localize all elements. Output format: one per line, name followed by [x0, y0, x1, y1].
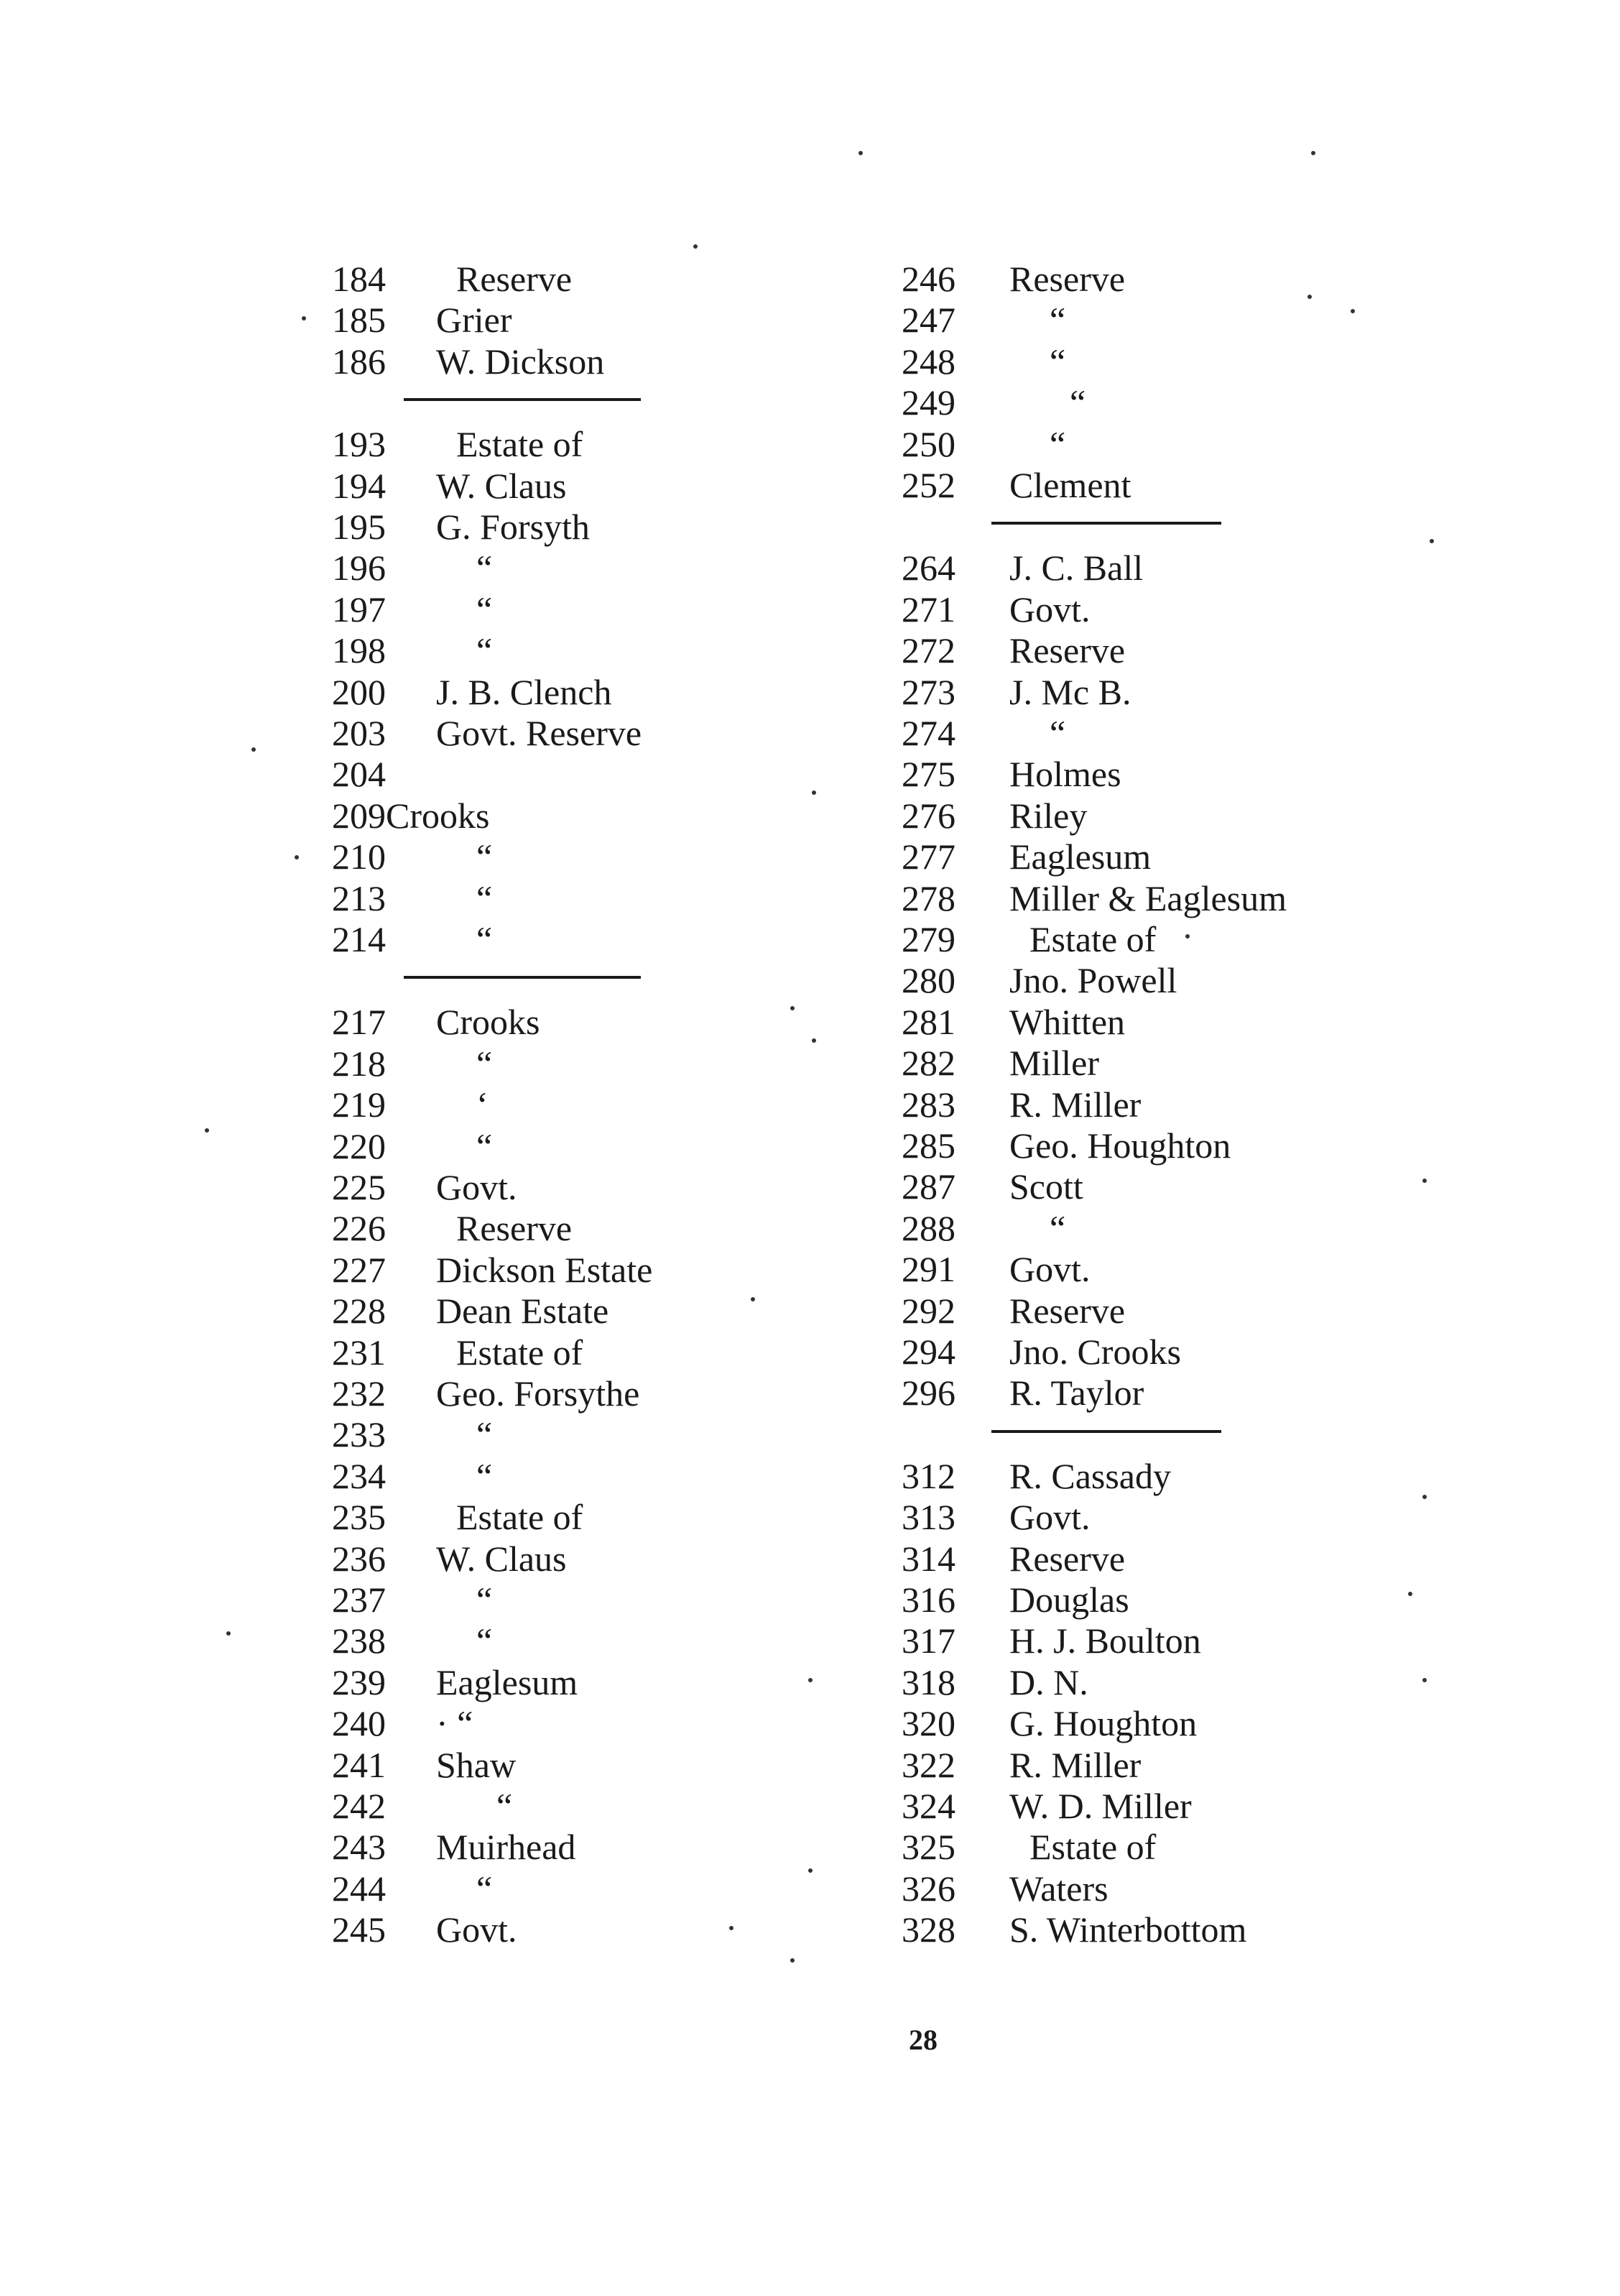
- lot-row: [332, 836, 835, 877]
- lot-row: [902, 1745, 1361, 1785]
- lot-row: [902, 878, 1361, 918]
- lot-number: 196: [332, 548, 386, 589]
- owner-name: W. D. Miller: [1009, 1786, 1192, 1826]
- lot-row: [332, 1126, 835, 1166]
- lot-number: 273: [902, 671, 955, 712]
- lot-number: 245: [332, 1909, 386, 1950]
- lot-row: [332, 1208, 835, 1248]
- lot-row: [332, 1414, 835, 1454]
- owner-name: Reserve: [1009, 1538, 1126, 1579]
- speck: [302, 316, 306, 321]
- owner-name: “: [476, 1620, 493, 1661]
- lot-row: [902, 1827, 1361, 1867]
- speck: [1185, 934, 1190, 939]
- owner-name: “: [1050, 300, 1066, 341]
- speck: [1351, 309, 1355, 313]
- lot-row: [332, 341, 835, 382]
- lot-number: 250: [902, 423, 955, 464]
- speck: [693, 244, 698, 249]
- lot-row: [332, 672, 835, 712]
- lot-number: 184: [332, 259, 386, 299]
- owner-name: J. B. Clench: [436, 671, 612, 712]
- lot-number: 281: [902, 1001, 955, 1042]
- speck: [226, 1631, 231, 1636]
- lot-number: 228: [332, 1291, 386, 1332]
- lot-row: [902, 1043, 1361, 1083]
- lot-number: 314: [902, 1538, 955, 1579]
- owner-name: “: [476, 630, 493, 671]
- lot-row: [332, 1786, 835, 1826]
- lot-number: 264: [902, 548, 955, 589]
- lot-number: 280: [902, 960, 955, 1001]
- lot-row: [902, 1291, 1361, 1331]
- lot-number: 277: [902, 836, 955, 877]
- section-rule: [404, 976, 641, 979]
- section-rule: [991, 522, 1221, 525]
- lot-number: 235: [332, 1497, 386, 1538]
- owner-name: Clement: [1009, 465, 1131, 505]
- owner-name: “: [476, 548, 493, 589]
- lot-number: 204: [332, 754, 386, 795]
- owner-name: Govt.: [1009, 1497, 1091, 1538]
- lot-row: [332, 548, 835, 588]
- lot-row: [332, 796, 835, 836]
- lot-number: 313: [902, 1497, 955, 1538]
- section-rule: [404, 398, 641, 401]
- lot-row: [332, 1909, 835, 1950]
- lot-number: 219: [332, 1084, 386, 1125]
- lot-number: 227: [332, 1249, 386, 1290]
- owner-name: Geo. Forsythe: [436, 1373, 640, 1414]
- owner-name: J. C. Ball: [1009, 548, 1144, 589]
- lot-number: 234: [332, 1455, 386, 1496]
- owner-name: “: [476, 589, 493, 630]
- speck: [251, 747, 256, 752]
- lot-row: [902, 1497, 1361, 1537]
- lot-number: 232: [332, 1373, 386, 1414]
- owner-name: D. N.: [1009, 1661, 1088, 1702]
- lot-row: [902, 424, 1361, 464]
- owner-name: Miller & Eaglesum: [1009, 877, 1287, 918]
- lot-row: [902, 1084, 1361, 1125]
- lot-row: [902, 713, 1361, 753]
- owner-name: “: [1050, 713, 1066, 753]
- lot-number: 244: [332, 1868, 386, 1909]
- owner-name: “: [476, 1414, 493, 1455]
- lot-number: 292: [902, 1290, 955, 1331]
- lot-row: [902, 1868, 1361, 1909]
- lot-row: [332, 507, 835, 547]
- owner-name: “: [476, 1043, 493, 1084]
- lot-number: 226: [332, 1208, 386, 1249]
- owner-name: “: [496, 1786, 513, 1826]
- lot-row: [902, 1539, 1361, 1579]
- owner-name: R. Cassady: [1009, 1455, 1171, 1496]
- speck: [729, 1926, 733, 1930]
- owner-name: Muirhead: [436, 1827, 576, 1868]
- lot-row: [332, 1291, 835, 1331]
- speck: [808, 1868, 813, 1873]
- lot-row: [902, 1662, 1361, 1702]
- lot-row: [902, 1125, 1361, 1166]
- lot-number: 285: [902, 1125, 955, 1166]
- lot-number: 320: [902, 1703, 955, 1744]
- lot-number: 246: [902, 259, 955, 299]
- lot-row: [332, 1539, 835, 1579]
- lot-row: [332, 1043, 835, 1084]
- lot-row: [332, 1868, 835, 1909]
- lot-row: [902, 1373, 1361, 1413]
- lot-row: [332, 878, 835, 918]
- lot-number: 318: [902, 1661, 955, 1702]
- lot-number: 210: [332, 836, 386, 877]
- lot-row: [902, 1580, 1361, 1620]
- owner-name: Eaglesum: [1009, 836, 1152, 877]
- owner-name: Shaw: [436, 1744, 517, 1785]
- lot-number: 296: [902, 1373, 955, 1414]
- lot-number: 198: [332, 630, 386, 671]
- lot-number: 316: [902, 1580, 955, 1620]
- lot-row: [902, 754, 1361, 794]
- owner-name: Estate of: [456, 1332, 583, 1373]
- lot-number: 236: [332, 1538, 386, 1579]
- lot-row: [902, 259, 1361, 299]
- lot-number: 249: [902, 382, 955, 423]
- speck: [295, 855, 299, 859]
- lot-number: 194: [332, 465, 386, 506]
- owner-name: R. Taylor: [1009, 1373, 1144, 1414]
- speck: [1422, 1678, 1427, 1682]
- lot-number: 271: [902, 589, 955, 630]
- owner-name: · “: [436, 1703, 473, 1744]
- lot-row: [332, 1497, 835, 1537]
- owner-name: “: [476, 836, 493, 877]
- lot-number: 186: [332, 341, 386, 382]
- owner-name: G. Forsyth: [436, 507, 590, 547]
- speck: [1422, 1179, 1427, 1183]
- speck: [1430, 539, 1434, 543]
- owner-name: Jno. Crooks: [1009, 1332, 1181, 1372]
- speck: [808, 1678, 813, 1682]
- owner-name: Govt.: [1009, 589, 1091, 630]
- lot-number: 237: [332, 1580, 386, 1620]
- lot-row: [332, 300, 835, 340]
- lot-row: [902, 548, 1361, 588]
- owner-name: Holmes: [1009, 754, 1121, 795]
- owner-name: R. Miller: [1009, 1084, 1142, 1125]
- owner-name: Geo. Houghton: [1009, 1125, 1231, 1166]
- owner-name: Riley: [1009, 795, 1088, 836]
- owner-name: Jno. Powell: [1009, 960, 1177, 1001]
- lot-row: [332, 1662, 835, 1702]
- owner-name: G. Houghton: [1009, 1703, 1198, 1744]
- owner-name: Estate of: [456, 1497, 583, 1538]
- lot-number: 282: [902, 1043, 955, 1084]
- owner-name: Estate of: [1029, 1827, 1157, 1868]
- owner-name: S. Winterbottom: [1009, 1909, 1247, 1950]
- lot-number: 283: [902, 1084, 955, 1125]
- lot-number: 214: [332, 919, 386, 959]
- owner-name: H. J. Boulton: [1009, 1620, 1201, 1661]
- lot-row: [902, 960, 1361, 1000]
- lot-row: [902, 1703, 1361, 1743]
- lot-row: [902, 1249, 1361, 1289]
- speck: [751, 1297, 755, 1301]
- lot-number: 240: [332, 1703, 386, 1744]
- speck: [1422, 1495, 1427, 1499]
- lot-row: [902, 382, 1361, 423]
- owner-name: Whitten: [1009, 1001, 1126, 1042]
- lot-row: [332, 1745, 835, 1785]
- owner-name: Eaglesum: [436, 1661, 578, 1702]
- owner-name: Crooks: [436, 1002, 540, 1043]
- lot-number: 291: [902, 1249, 955, 1290]
- owner-name: Waters: [1009, 1868, 1108, 1909]
- owner-name: Miller: [1009, 1043, 1099, 1084]
- speck: [812, 790, 816, 795]
- lot-number: 239: [332, 1661, 386, 1702]
- lot-row: [332, 1827, 835, 1867]
- speck: [1307, 295, 1312, 299]
- lot-row: [332, 466, 835, 506]
- owner-name: Dean Estate: [436, 1291, 609, 1332]
- lot-number: 324: [902, 1786, 955, 1826]
- lot-number: 220: [332, 1125, 386, 1166]
- lot-row: [902, 1620, 1361, 1661]
- lot-number: 279: [902, 919, 955, 959]
- lot-row: [332, 1703, 835, 1743]
- lot-row: [332, 1002, 835, 1042]
- speck: [1408, 1592, 1412, 1596]
- lot-row: [332, 1620, 835, 1661]
- speck: [205, 1128, 209, 1133]
- lot-number: 233: [332, 1414, 386, 1455]
- lot-row: [332, 1250, 835, 1290]
- lot-row: [902, 919, 1361, 959]
- lot-row: [332, 259, 835, 299]
- lot-number: 278: [902, 877, 955, 918]
- lot-number: 218: [332, 1043, 386, 1084]
- lot-row: [902, 1332, 1361, 1372]
- lot-row: [902, 1166, 1361, 1207]
- lot-row: [332, 1167, 835, 1207]
- lot-number: 288: [902, 1207, 955, 1248]
- lot-row: [332, 630, 835, 670]
- lot-number: 317: [902, 1620, 955, 1661]
- lot-number: 242: [332, 1786, 386, 1826]
- lot-number: 322: [902, 1744, 955, 1785]
- lot-number: 326: [902, 1868, 955, 1909]
- lot-number: 195: [332, 507, 386, 547]
- owner-name: Govt.: [1009, 1249, 1091, 1290]
- lot-number: 294: [902, 1332, 955, 1372]
- lot-number: 241: [332, 1744, 386, 1785]
- lot-row: [902, 630, 1361, 670]
- owner-name: “: [476, 1868, 493, 1909]
- owner-name: “: [1070, 382, 1086, 423]
- owner-name: R. Miller: [1009, 1744, 1142, 1785]
- lot-row: [332, 919, 835, 959]
- owner-name: Reserve: [1009, 259, 1126, 299]
- lot-row: [902, 836, 1361, 877]
- lot-number: 203: [332, 713, 386, 753]
- lot-number: 200: [332, 671, 386, 712]
- lot-number: 209Crooks: [332, 795, 490, 836]
- lot-number: 275: [902, 754, 955, 795]
- lot-row: [332, 424, 835, 464]
- owner-name: Scott: [1009, 1166, 1083, 1207]
- speck: [1311, 151, 1315, 155]
- owner-name: Reserve: [456, 259, 573, 299]
- owner-name: Estate of: [456, 424, 583, 465]
- lot-number: 243: [332, 1827, 386, 1868]
- owner-name: Govt. Reserve: [436, 713, 642, 753]
- lot-number: 217: [332, 1002, 386, 1043]
- owner-name: Estate of: [1029, 919, 1157, 959]
- owner-name: “: [476, 1125, 493, 1166]
- owner-name: Dickson Estate: [436, 1249, 653, 1290]
- owner-name: “: [1050, 1207, 1066, 1248]
- lot-row: [332, 754, 835, 794]
- owner-name: “: [1050, 423, 1066, 464]
- lot-row: [902, 300, 1361, 340]
- owner-name: J. Mc B.: [1009, 671, 1131, 712]
- lot-number: 328: [902, 1909, 955, 1950]
- owner-name: Reserve: [1009, 1290, 1126, 1331]
- lot-number: 272: [902, 630, 955, 671]
- lot-row: [332, 1580, 835, 1620]
- owner-name: Govt.: [436, 1909, 517, 1950]
- page-number: 28: [909, 2024, 938, 2056]
- lot-number: 185: [332, 300, 386, 341]
- lot-number: 213: [332, 877, 386, 918]
- owner-name: W. Claus: [436, 465, 567, 506]
- lot-number: 231: [332, 1332, 386, 1373]
- owner-name: “: [476, 877, 493, 918]
- owner-name: Reserve: [456, 1208, 573, 1249]
- lot-number: 225: [332, 1167, 386, 1207]
- speck: [812, 1038, 816, 1043]
- owner-name: Govt.: [436, 1167, 517, 1207]
- lot-row: [902, 1002, 1361, 1042]
- lot-number: 276: [902, 795, 955, 836]
- lot-number: 252: [902, 465, 955, 505]
- owner-name: W. Dickson: [436, 341, 605, 382]
- owner-name: “: [476, 919, 493, 959]
- lot-row: [902, 1208, 1361, 1248]
- lot-row: [902, 672, 1361, 712]
- lot-number: 325: [902, 1827, 955, 1868]
- lot-row: [332, 1373, 835, 1414]
- lot-number: 247: [902, 300, 955, 341]
- lot-number: 287: [902, 1166, 955, 1207]
- owner-name: W. Claus: [436, 1538, 567, 1579]
- lot-row: [902, 1786, 1361, 1826]
- owner-name: “: [476, 1580, 493, 1620]
- lot-row: [902, 1456, 1361, 1496]
- lot-number: 197: [332, 589, 386, 630]
- lot-row: [902, 465, 1361, 505]
- lot-row: [902, 589, 1361, 630]
- owner-name: ‘: [476, 1084, 489, 1125]
- speck: [790, 1958, 795, 1963]
- section-rule: [991, 1430, 1221, 1433]
- lot-number: 248: [902, 341, 955, 382]
- owner-name: “: [1050, 341, 1066, 382]
- lot-row: [902, 341, 1361, 382]
- speck: [858, 151, 863, 155]
- owner-name: Grier: [436, 300, 512, 341]
- speck: [790, 1006, 795, 1010]
- lot-row: [332, 713, 835, 753]
- lot-row: [902, 796, 1361, 836]
- lot-row: [332, 1456, 835, 1496]
- lot-number: 238: [332, 1620, 386, 1661]
- owner-name: Reserve: [1009, 630, 1126, 671]
- lot-number: 274: [902, 713, 955, 753]
- lot-row: [332, 589, 835, 630]
- owner-name: Douglas: [1009, 1580, 1129, 1620]
- lot-number: 193: [332, 424, 386, 465]
- lot-number: 312: [902, 1455, 955, 1496]
- lot-row: [902, 1909, 1361, 1950]
- lot-row: [332, 1332, 835, 1373]
- owner-name: “: [476, 1455, 493, 1496]
- lot-row: [332, 1084, 835, 1125]
